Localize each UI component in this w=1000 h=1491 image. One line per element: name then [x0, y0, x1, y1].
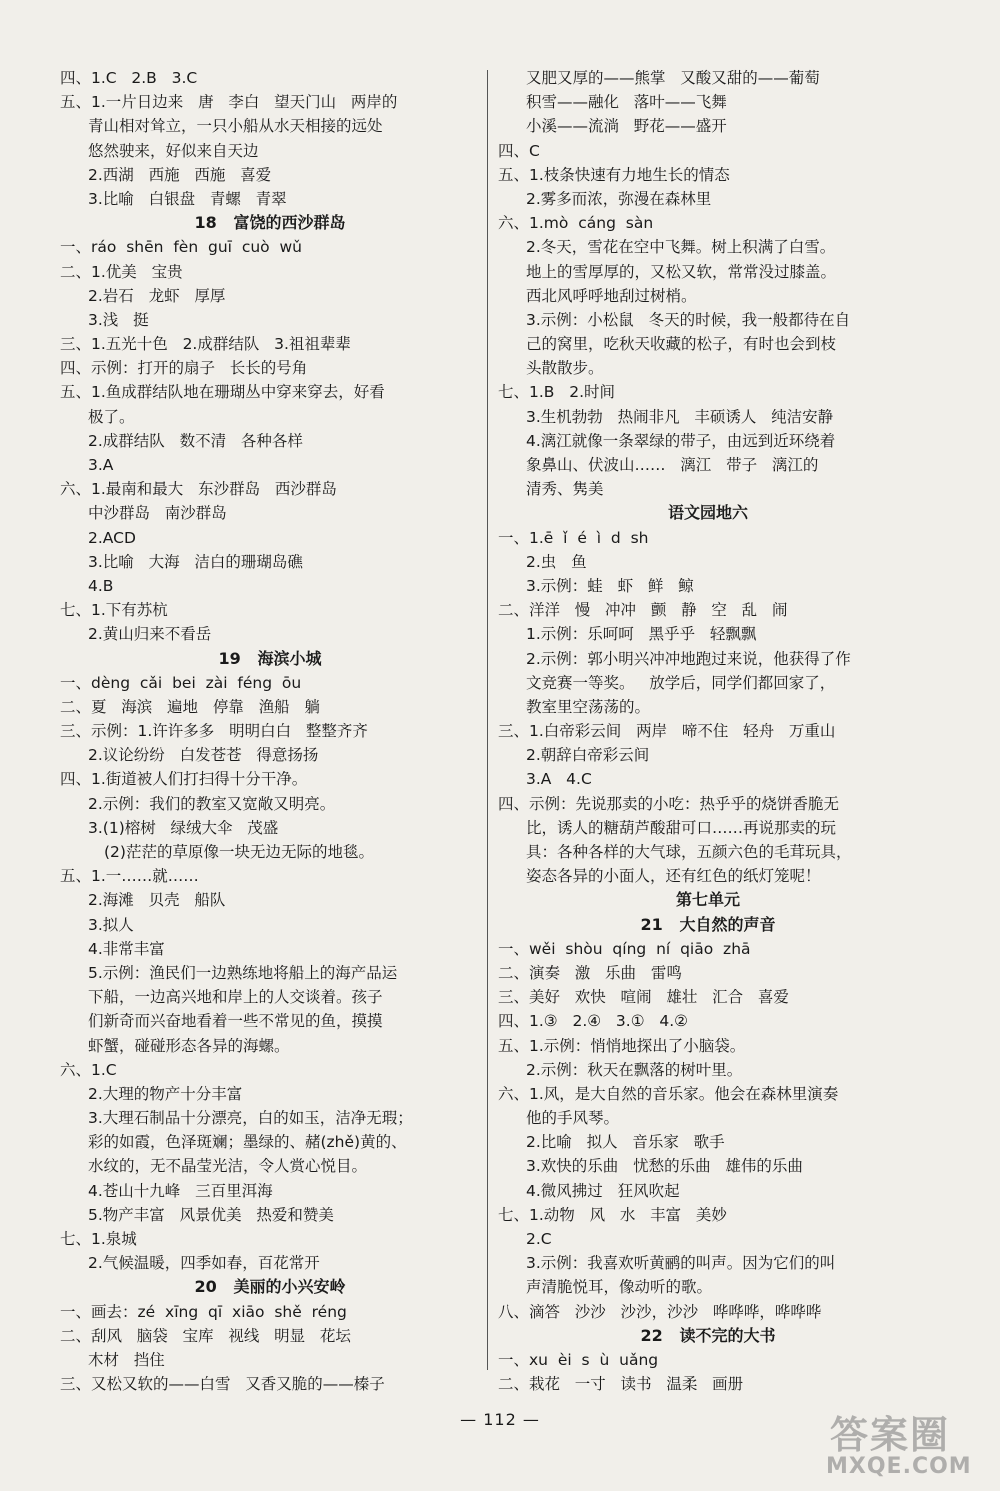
answer-line: 声清脆悦耳，像动听的歌。 [526, 1278, 713, 1297]
column-divider [487, 70, 488, 1370]
section-title: 第七单元 [675, 890, 740, 910]
answer-line: 二、1.优美 宝贵 [60, 262, 183, 281]
answer-line: 3.(1)榕树 绿绒大伞 茂盛 [88, 818, 279, 837]
answer-line: 三、1.五光十色 2.成群结队 3.祖祖辈辈 [60, 335, 351, 354]
answer-line: 2.示例：郭小明兴冲冲地跑过来说，他获得了作 [526, 649, 851, 668]
answer-line: 积雪——融化 落叶——飞舞 [526, 93, 727, 112]
answer-line: 2.岩石 龙虾 厚厚 [88, 286, 226, 305]
answer-line: 3.拟人 [88, 915, 134, 934]
answer-line: 1.示例：乐呵呵 黑乎乎 轻飘飘 [526, 625, 757, 644]
answer-line: 2.ACD [88, 528, 136, 547]
answer-line: 四、1.C 2.B 3.C [60, 69, 198, 87]
answer-line: 三、又松又软的——白雪 又香又脆的——榛子 [60, 1375, 385, 1394]
answer-line: 二、刮风 脑袋 宝库 视线 明显 花坛 [60, 1326, 351, 1345]
answer-line: 五、1.一……就…… [60, 867, 199, 886]
answer-line: 小溪——流淌 野花——盛开 [526, 117, 727, 136]
left-column [60, 66, 480, 1396]
watermark-logo [820, 1404, 996, 1486]
answer-line: 2.黄山归来不看岳 [88, 625, 212, 644]
section-title: 20 美丽的小兴安岭 [194, 1277, 346, 1297]
answer-line: 4.非常丰富 [88, 939, 165, 958]
answer-line: 3.浅 挺 [88, 310, 149, 329]
answer-line: 3.示例：我喜欢听黄鹂的叫声。因为它们的叫 [526, 1254, 836, 1273]
answer-line: 七、1.动物 风 水 丰富 美妙 [498, 1205, 727, 1224]
answer-line: 一、wěi shòu qíng ní qiāo zhā [498, 939, 751, 958]
answer-line: 七、1.下有苏杭 [60, 601, 168, 620]
answer-line: 5.物产丰富 风景优美 热爱和赞美 [88, 1205, 334, 1224]
answer-line: 三、1.白帝彩云间 两岸 啼不住 轻舟 万重山 [498, 722, 836, 741]
answer-line: 六、1.C [60, 1060, 117, 1079]
answer-line: 3.A [88, 456, 114, 474]
answer-line: 中沙群岛 南沙群岛 [88, 504, 227, 523]
answer-line: 3.大理石制品十分漂亮，白的如玉，洁净无瑕； [88, 1109, 413, 1128]
answer-line: 一、画去：zé xīng qī xiāo shě réng [60, 1302, 347, 1321]
answer-line: 2.大理的物产十分丰富 [88, 1084, 243, 1103]
answer-line: 2.比喻 拟人 音乐家 歌手 [526, 1133, 725, 1152]
answer-line: 一、xu èi s ù uǎng [498, 1350, 659, 1369]
watermark-english: MXQE.COM [826, 1454, 972, 1479]
answer-line: 3.示例：小松鼠 冬天的时候，我一般都待在自 [526, 310, 851, 329]
answer-line: 六、1.最南和最大 东沙群岛 西沙群岛 [60, 480, 337, 499]
answer-line: 具：各种各样的大气球，五颜六色的毛茸玩具， [526, 843, 852, 861]
answer-line: 极了。 [88, 407, 135, 426]
answer-line: 一、ráo shēn fèn guī cuò wǔ [60, 238, 302, 257]
answer-line: 五、1.枝条快速有力地生长的情态 [498, 165, 730, 184]
answer-line: 象鼻山、伏波山…… 漓江 带子 漓江的 [526, 456, 819, 474]
answer-line: 八、滴答 沙沙 沙沙，沙沙 哗哗哗，哗哗哗 [498, 1302, 822, 1321]
answer-line: 四、1.③ 2.④ 3.① 4.② [498, 1012, 689, 1031]
answer-line: 他的手风琴。 [526, 1109, 620, 1128]
answer-line: 下船，一边高兴地和岸上的人交谈着。孩子 [88, 988, 383, 1007]
answer-line: (2)茫茫的草原像一块无边无际的地毯。 [104, 843, 374, 861]
answer-line: 五、1.示例：悄悄地探出了小脑袋。 [498, 1036, 746, 1055]
answer-line: 2.气候温暖，四季如春，百花常开 [88, 1254, 320, 1273]
answer-line: 又肥又厚的——熊掌 又酸又甜的——葡萄 [526, 69, 820, 87]
answer-line: 2.雾多而浓，弥漫在森林里 [526, 189, 712, 208]
answer-line: 姿态各异的小面人，还有红色的纸灯笼呢！ [526, 867, 821, 886]
answer-line: 5.示例：渔民们一边熟练地将船上的海产品运 [88, 963, 398, 982]
answer-line: 2.C [526, 1230, 552, 1248]
answer-line: 3.A 4.C [526, 770, 592, 789]
answer-line: 四、示例：先说那卖的小吃：热乎乎的烧饼香脆无 [498, 794, 840, 813]
answer-line: 七、1.泉城 [60, 1230, 137, 1248]
answer-line: 一、dèng cǎi bei zài féng ōu [60, 673, 302, 692]
answer-line: 二、演奏 激 乐曲 雷鸣 [498, 963, 682, 982]
answer-line: 二、夏 海滨 遍地 停靠 渔船 躺 [60, 697, 320, 716]
section-title: 18 富饶的西沙群岛 [194, 213, 346, 233]
right-column [498, 66, 918, 1396]
answer-line: 三、美好 欢快 喧闹 雄壮 汇合 喜爱 [498, 988, 789, 1007]
section-title: 22 读不完的大书 [640, 1325, 776, 1345]
answer-line: 4.微风拂过 狂风吹起 [526, 1181, 680, 1200]
answer-line: 2.冬天，雪花在空中飞舞。树上积满了白雪。 [526, 238, 836, 257]
answer-line: 2.虫 鱼 [526, 552, 587, 571]
section-title: 语文园地六 [667, 503, 748, 523]
answer-line: 地上的雪厚厚的，又松又软，常常没过膝盖。 [526, 262, 837, 281]
answer-line: 水纹的，无不晶莹光洁，令人赏心悦目。 [88, 1157, 368, 1176]
answer-line: 3.比喻 大海 洁白的珊瑚岛礁 [88, 552, 303, 571]
answer-line: 清秀、隽美 [526, 480, 604, 499]
watermark-chinese: 答案圈 [830, 1413, 951, 1457]
answer-line: 3.生机勃勃 热闹非凡 丰硕诱人 纯洁安静 [526, 407, 834, 426]
answer-line: 2.西湖 西施 西施 喜爱 [88, 165, 272, 184]
answer-line: 二、栽花 一寸 读书 温柔 画册 [498, 1375, 744, 1394]
page-number: — 112 — [460, 1410, 540, 1429]
answer-line: 2.示例：我们的教室又宽敞又明亮。 [88, 794, 336, 813]
answer-line: 2.成群结队 数不清 各种各样 [88, 431, 303, 450]
answer-line: 三、示例：1.许许多多 明明白白 整整齐齐 [60, 722, 368, 741]
answer-line: 们新奇而兴奋地看着一些不常见的鱼，摸摸 [88, 1012, 383, 1031]
answer-line: 2.朝辞白帝彩云间 [526, 746, 650, 765]
answer-line: 头散散步。 [526, 359, 604, 378]
answer-line: 六、1.风，是大自然的音乐家。他会在森林里演奏 [498, 1084, 839, 1103]
answer-line: 悠然驶来，好似来自天边 [88, 141, 259, 160]
answer-line: 木材 挡住 [88, 1350, 165, 1369]
answer-line: 西北风呼呼地刮过树梢。 [526, 286, 697, 305]
answer-line: 一、1.ē ǐ é ì d sh [498, 528, 649, 547]
answer-line: 青山相对耸立，一只小船从水天相接的远处 [88, 117, 383, 136]
answer-line: 二、洋洋 慢 冲冲 颤 静 空 乱 闹 [498, 601, 788, 620]
answer-line: 彩的如霞，色泽斑斓；墨绿的、赭(zhě)黄的、 [88, 1133, 407, 1152]
section-title: 21 大自然的声音 [640, 914, 776, 934]
answer-line: 3.欢快的乐曲 忧愁的乐曲 雄伟的乐曲 [526, 1157, 803, 1176]
answer-line: 四、C [498, 141, 540, 160]
answer-line: 七、1.B 2.时间 [498, 383, 615, 402]
answer-line: 2.示例：秋天在飘落的树叶里。 [526, 1060, 743, 1079]
answer-line: 2.议论纷纷 白发苍苍 得意扬扬 [88, 746, 319, 765]
answer-line: 4.B [88, 576, 114, 595]
answer-line: 六、1.mò cáng sàn [498, 214, 654, 233]
answer-line: 文竞赛一等奖。 放学后，同学们都回家了， [526, 673, 836, 692]
answer-line: 比，诱人的糖葫芦酸甜可口……再说那卖的玩 [526, 818, 837, 837]
answer-line: 五、1.一片日边来 唐 李白 望天门山 两岸的 [60, 93, 398, 112]
answer-line: 2.海滩 贝壳 船队 [88, 891, 226, 910]
answer-line: 3.比喻 白银盘 青螺 青翠 [88, 189, 287, 208]
answer-line: 4.漓江就像一条翠绿的带子，由远到近环绕着 [526, 431, 836, 450]
answer-line: 五、1.鱼成群结队地在珊瑚丛中穿来穿去，好看 [60, 383, 385, 402]
answer-line: 4.苍山十九峰 三百里洱海 [88, 1181, 273, 1200]
answer-line: 己的窝里，吃秋天收藏的松子，有时也会到枝 [526, 335, 837, 354]
answer-line: 3.示例：蛙 虾 鲜 鲸 [526, 576, 694, 595]
answer-line: 四、1.街道被人们打扫得十分干净。 [60, 770, 308, 789]
answer-line: 教室里空荡荡的。 [526, 697, 651, 716]
answer-line: 四、示例：打开的扇子 长长的号角 [60, 359, 308, 378]
answer-line: 虾蟹，碰碰形态各异的海螺。 [88, 1036, 290, 1055]
section-title: 19 海滨小城 [218, 648, 322, 668]
